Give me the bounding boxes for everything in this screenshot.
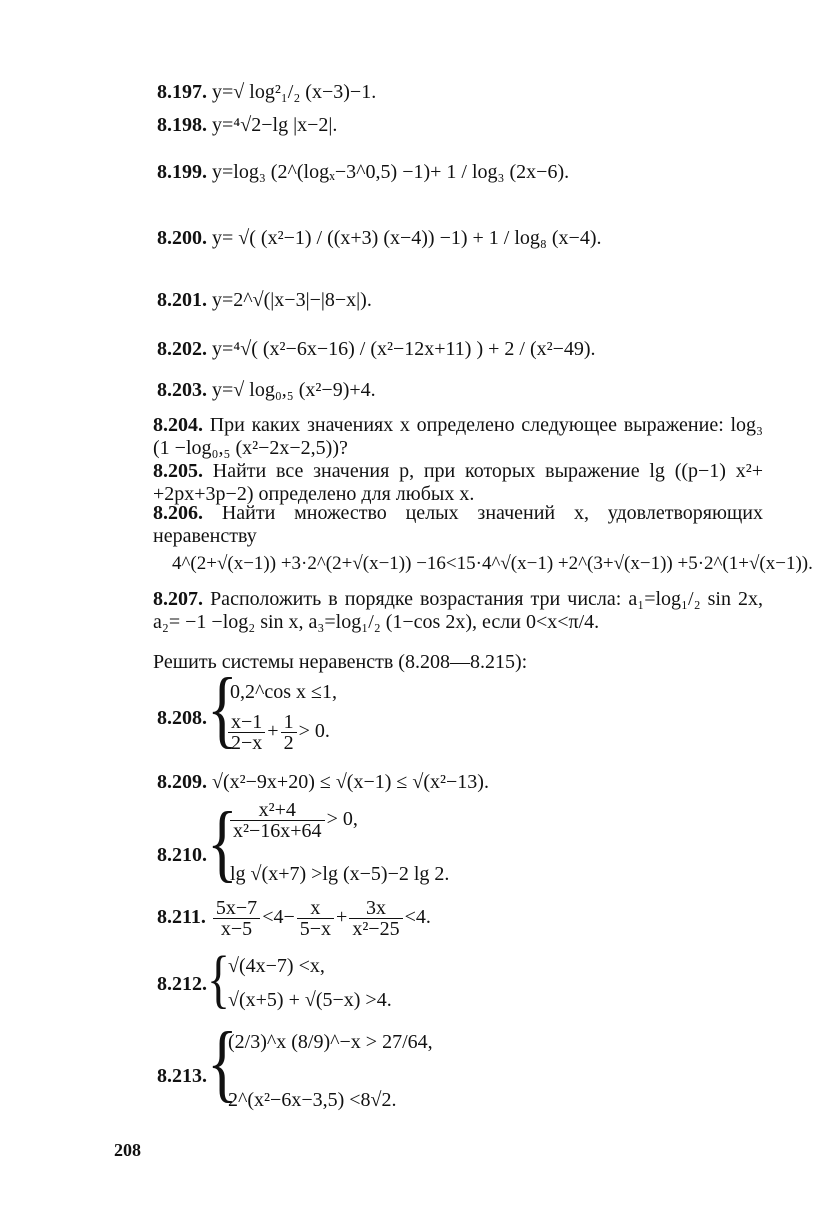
problem-8-200 bbox=[157, 226, 602, 250]
section-heading: Решить системы неравенств (8.208—8.215): bbox=[153, 651, 528, 673]
problem-8-212-row2: √(x+5) + √(5−x) >4. bbox=[228, 989, 392, 1011]
problem-formula: y=√ log²₁/₂ (x−3)−1. bbox=[212, 81, 377, 103]
problem-8-208-row2: $\frac{x-1}{2-x}$ + $\frac{1}{2}$ > 0. bbox=[226, 712, 330, 753]
problem-number: 8.209. bbox=[157, 771, 207, 793]
problem-number: 8.200. bbox=[157, 227, 207, 249]
problem-formula: y= √( (x²−1) / ((x+3) (x−4)) −1) + 1 / log₈ (x−4). bbox=[212, 227, 602, 249]
problem-text: Расположить в порядке возрастания три числа: a₁=log₁/₂ sin 2x, a₂= −1 −log₂ sin x, a₃=log₁/₂ (1−cos 2x), если 0<x<π/4. bbox=[153, 588, 764, 633]
problem-formula: y=√ log₀,₅ (x²−9)+4. bbox=[212, 379, 376, 401]
problem-formula: y=2^√(|x−3|−|8−x|). bbox=[212, 289, 372, 311]
problem-formula: y=⁴√2−lg |x−2|. bbox=[212, 114, 338, 136]
problem-text: При каких значениях x определено следующее выражение: log₃ (1 −log₀,₅ (x²−2x−2,5))? bbox=[153, 414, 764, 459]
system-brace: { bbox=[207, 794, 238, 891]
problem-8-210-number: 8.210. bbox=[157, 844, 207, 866]
problem-8-206 bbox=[153, 502, 763, 548]
system-brace: { bbox=[207, 943, 231, 1016]
system-brace: { bbox=[207, 660, 238, 757]
problem-8-213-row1: (2/3)^x (8/9)^−x > 27/64, bbox=[228, 1031, 433, 1053]
problem-number: 8.203. bbox=[157, 379, 207, 401]
problem-number: 8.202. bbox=[157, 338, 207, 360]
problem-number: 8.205. bbox=[153, 460, 203, 482]
problem-number: 8.199. bbox=[157, 161, 207, 183]
problem-8-204 bbox=[153, 414, 763, 460]
problem-text: Найти все значения p, при которых выражение lg ((p−1) x²+ +2px+3p−2) определено для любых x. bbox=[153, 460, 763, 505]
problem-formula: y=log₃ (2^(logₓ−3^0,5) −1)+ 1 / log₃ (2x−6). bbox=[212, 161, 570, 183]
problem-8-211: 8.211. $\frac{5x-7}{x-5}$ <4− $\frac{x}{5-x}$ + $\frac{3x}{\text{x²−25}}$ <4. bbox=[157, 897, 431, 940]
system-brace: { bbox=[207, 1014, 238, 1111]
problem-number: 8.197. bbox=[157, 81, 207, 103]
problem-8-207 bbox=[153, 588, 763, 634]
problem-8-197 bbox=[157, 80, 376, 104]
problem-8-212-number: 8.212. bbox=[157, 973, 207, 995]
problem-formula: √(x²−9x+20) ≤ √(x−1) ≤ √(x²−13). bbox=[212, 771, 489, 793]
problem-8-210-row2: lg √(x+7) >lg (x−5)−2 lg 2. bbox=[230, 863, 450, 885]
problem-8-210-row1: $\frac{\text{x²+4}}{\text{x²−16x+64}}$ > 0, bbox=[228, 800, 358, 841]
problem-number: 8.206. bbox=[153, 502, 203, 524]
problem-8-202 bbox=[157, 337, 596, 361]
problem-8-198 bbox=[157, 113, 337, 137]
problem-8-208-row1: 0,2^cos x ≤1, bbox=[230, 681, 338, 703]
page-number: 208 bbox=[114, 1140, 141, 1160]
problem-8-212-row1: √(4x−7) <x, bbox=[228, 955, 325, 977]
problem-8-203 bbox=[157, 378, 376, 402]
problem-8-213-number: 8.213. bbox=[157, 1065, 207, 1087]
problem-8-209 bbox=[157, 770, 489, 794]
problem-number: 8.198. bbox=[157, 114, 207, 136]
problem-formula: y=⁴√( (x²−6x−16) / (x²−12x+11) ) + 2 / (x²−49). bbox=[212, 338, 596, 360]
problem-8-199 bbox=[157, 160, 569, 184]
problem-8-208-number: 8.208. bbox=[157, 707, 207, 729]
problem-number: 8.204. bbox=[153, 414, 203, 436]
problem-number: 8.201. bbox=[157, 289, 207, 311]
problem-8-206-formula: 4^(2+√(x−1)) +3·2^(2+√(x−1)) −16<15·4^√(x−1) +2^(3+√(x−1)) +5·2^(1+√(x−1)). bbox=[172, 553, 813, 574]
problem-8-201 bbox=[157, 288, 372, 312]
problem-8-213-row2: 2^(x²−6x−3,5) <8√2. bbox=[228, 1089, 397, 1111]
problem-8-205 bbox=[153, 460, 763, 506]
problem-number: 8.207. bbox=[153, 588, 203, 610]
problem-text: Найти множество целых значений x, удовлетворяющих неравенству bbox=[153, 502, 763, 547]
